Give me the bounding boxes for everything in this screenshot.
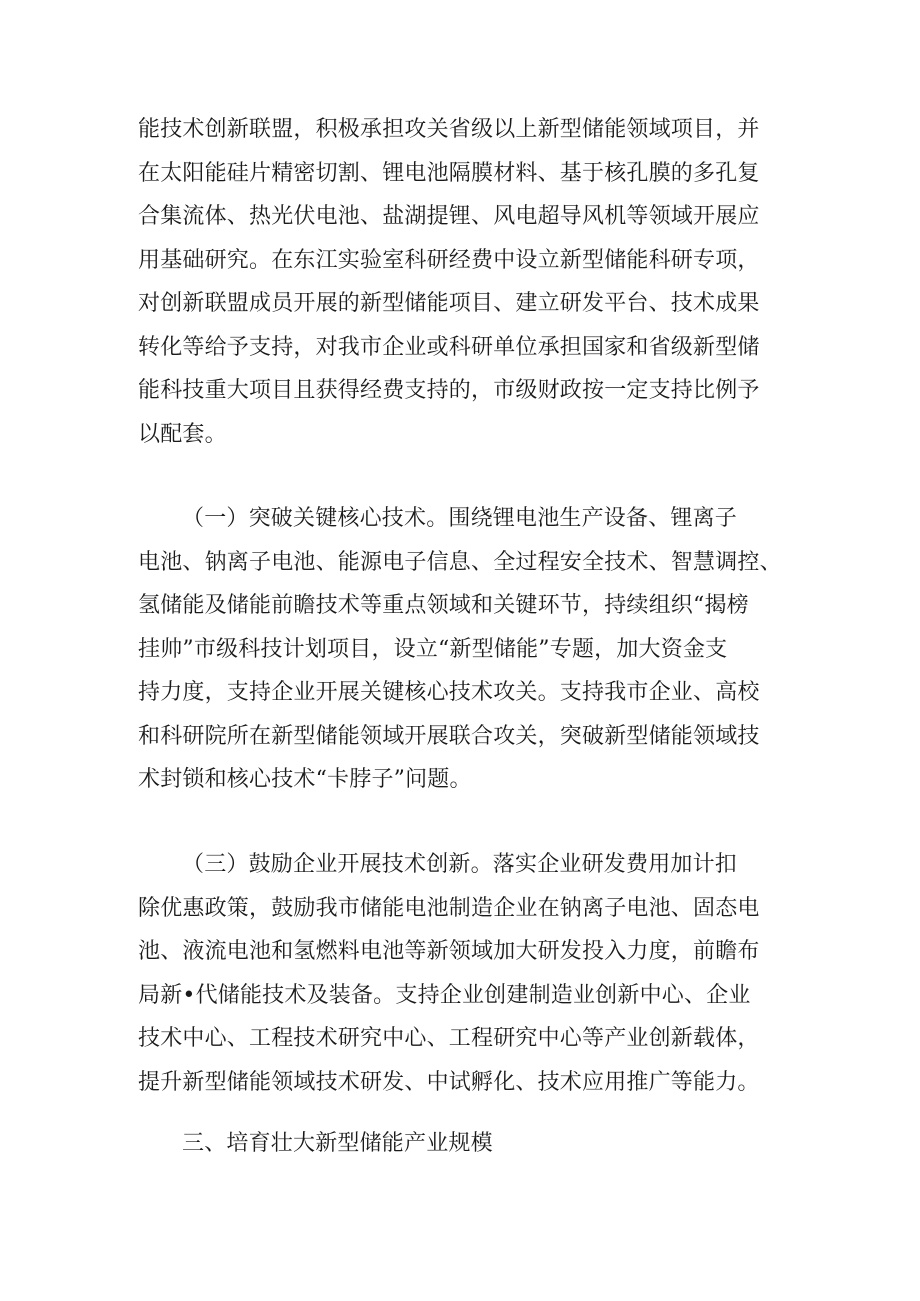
paragraph-3-line-6: 提升新型储能领域技术研发、中试孵化、技术应用推广等能力。 (138, 1069, 760, 1095)
paragraph-3-line-5: 技术中心、工程技术研究中心、工程研究中心等产业创新载体， (138, 1026, 760, 1051)
paragraph-1-line-3: 合集流体、热光伏电池、盐湖提锂、风电超导风机等领域开展应 (138, 204, 760, 229)
paragraph-1-line-6: 转化等给予支持，对我市企业或科研单位承担国家和省级新型储 (138, 334, 760, 360)
paragraph-3-line-2: 除优惠政策，鼓励我市储能电池制造企业在钠离子电池、固态电 (138, 895, 760, 921)
paragraph-1-line-7: 能科技重大项目且获得经费支持的，市级财政按一定支持比例予 (138, 378, 760, 403)
paragraph-3-line-4: 局新•代储能技术及装备。支持企业创建制造业创新中心、企业 (138, 982, 751, 1008)
paragraph-2-line-3: 氢储能及储能前瞻技术等重点领域和关键环节，持续组织“揭榜 (138, 593, 749, 618)
paragraph-1-line-8: 以配套。 (138, 421, 227, 447)
paragraph-2-line-1: （一）突破关键核心技术。围绕锂电池生产设备、锂离子 (182, 506, 738, 531)
paragraph-3 (138, 843, 798, 1104)
paragraph-2-line-2: 电池、钠离子电池、能源电子信息、全过程安全技术、智慧调控、 (138, 549, 782, 575)
paragraph-3-line-3: 池、液流电池和氢燃料电池等新领域加大研发投入力度，前瞻布 (138, 939, 760, 964)
section-heading (138, 1122, 798, 1166)
paragraph-1 (138, 108, 798, 456)
paragraph-2 (138, 497, 798, 802)
paragraph-3-line-1: （三）鼓励企业开展技术创新。落实企业研发费用加计扣 (182, 852, 738, 877)
paragraph-1-line-1: 能技术创新联盟，积极承担攻关省级以上新型储能领域项目，并 (138, 117, 760, 142)
paragraph-1-line-2: 在太阳能硅片精密切割、锂电池隔膜材料、基于核孔膜的多孔复 (138, 160, 760, 186)
paragraph-2-line-5: 持力度，支持企业开展关键核心技术攻关。支持我市企业、高校 (138, 680, 760, 705)
section-heading-text: 三、培育壮大新型储能产业规模 (182, 1131, 493, 1156)
paragraph-2-line-6: 和科研院所在新型储能领域开展联合攻关，突破新型储能领域技 (138, 723, 760, 749)
paragraph-1-line-4: 用基础研究。在东江实验室科研经费中设立新型储能科研专项， (138, 247, 760, 273)
paragraph-1-line-5: 对创新联盟成员开展的新型储能项目、建立研发平台、技术成果 (138, 291, 760, 316)
paragraph-2-line-7: 术封锁和核心技术“卡脖子”问题。 (138, 767, 472, 792)
paragraph-2-line-4: 挂帅”市级科技计划项目，设立“新型储能”专题，加大资金支 (138, 636, 728, 662)
